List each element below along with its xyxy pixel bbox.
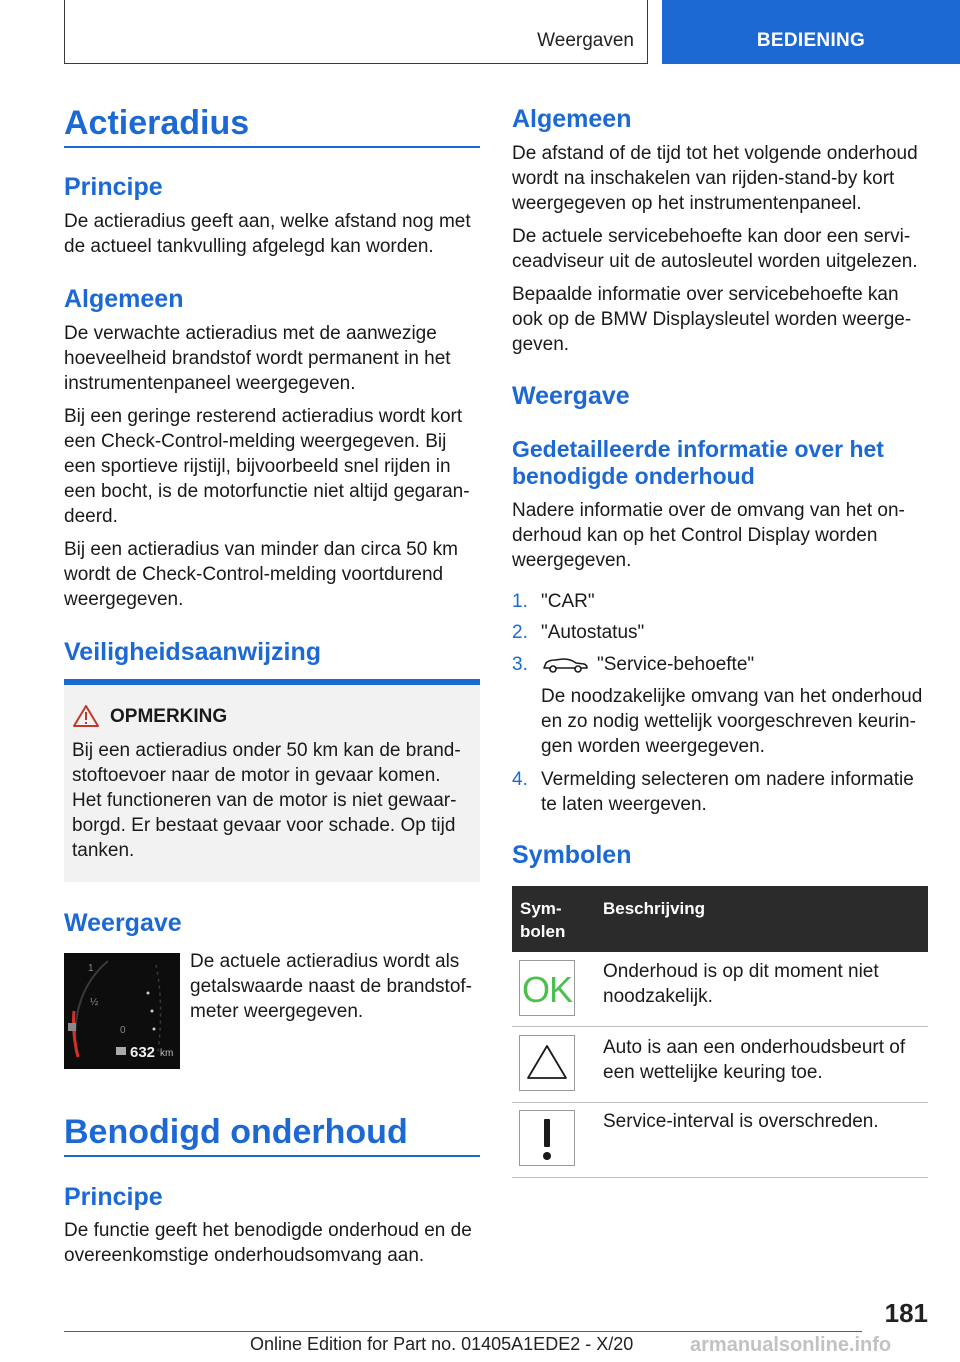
gauge-tick-1: 1 [88,963,94,974]
list-item [512,589,528,614]
footer-watermark: armanualsonline.info [690,1334,892,1356]
heading-principe-2: Principe [64,1183,163,1211]
header-chapter-label: BEDIENING [756,30,866,51]
heading-principe: Principe [64,173,163,201]
heading-algemeen: Algemeen [64,285,184,313]
title2-rule [64,1155,480,1157]
page-number: 181 [884,1298,928,1328]
list-number: 3. [512,654,528,675]
page-title-benodigd-onderhoud: Benodigd onderhoud [64,1113,408,1151]
footer-edition: Online Edition for Part no. 01405A1EDE2 - X/20 [250,1334,634,1354]
table-row-desc: Service-interval is overschreden. [603,1111,879,1132]
table-row-divider [512,1102,928,1103]
list-item [512,767,528,792]
table-row-desc: Auto is aan een onderhoudsbeurt of een wettelijke keuring toe. [603,1037,906,1083]
heading-algemeen-right: Algemeen [512,105,632,133]
table-row-divider [512,1177,928,1178]
heading-veiligheidsaanwijzing: Veiligheidsaanwijzing [64,638,322,666]
header-section-label: Weergaven [537,30,634,51]
list-item-text: Vermelding selecteren om nadere informatie te laten weergeven. [541,769,914,815]
table-col-description: Beschrijving [603,899,706,918]
exclamation-icon [519,1110,575,1166]
car-icon [541,654,589,674]
title-rule [64,146,480,148]
gauge-tick-0: 0 [120,1025,126,1036]
list-number: 2. [512,622,528,643]
range-value: 632 [130,1044,156,1061]
list-number: 1. [512,591,528,612]
warning-text: Bij een actieradius onder 50 km kan de brand-stoftoevoer naar de motor in gevaar komen. Het functioneren van de motor is niet gewaar-borgd. Er bestaat gevaar voor schade. Op tijd tanken. [72,740,461,861]
warning-triangle-icon [72,704,100,728]
list-item [512,652,528,677]
weergave-left-text: De actuele actieradius wordt als getalswaarde naast de brandstof-meter weergegeven. [190,951,473,1022]
ok-icon [519,960,575,1016]
list-item-text: "Service-behoefte" [597,654,755,675]
heading-symbolen: Symbolen [512,841,632,869]
heading-weergave-left: Weergave [64,909,182,937]
warning-title: OPMERKING [110,706,228,727]
detail-text: Nadere informatie over de omvang van het on-derhoud kan op het Control Display worden weergegeven. [512,500,905,571]
page-title-actieradius: Actieradius [64,104,250,142]
algemeen-right-text: De afstand of de tijd tot het volgende onderhoud wordt na inschakelen van rijden-stand-by kort weergegeven op het instrumentenpaneel. De actuele servicebehoefte kan door een servi-ceadviseur uit de autosleutel worden uitgelezen. Bepaalde informatie over servicebehoefte kan ook op de BMW Displaysleutel worden weerge-geven. [512,143,918,355]
table-col-symbols: Sym-bolen [520,899,566,941]
principe-text: De actieradius geeft aan, welke afstand nog met de actueel tankvulling afgelegd kan worden. [64,211,471,257]
heading-weergave-right: Weergave [512,382,630,410]
algemeen-text: De verwachte actieradius met de aanwezige hoeveelheid brandstof wordt permanent in het instrumentenpaneel weergegeven. Bij een geringe resterend actieradius wordt kort een Check-Control-melding weergegeven. Bij een sportieve rijstijl, bijvoorbeeld snel rijden in een bocht, is de motorfunctie niet altijd gegaran-deerd. Bij een actieradius van minder dan circa 50 km wordt de Check-Control-melding voortdurend weergegeven. [64,323,470,610]
warning-triangle-icon [519,1035,575,1091]
heading-detail-info: Gedetailleerde informatie over het benodigde onderhoud [512,436,884,489]
list-number: 4. [512,769,528,790]
fuel-gauge-image [64,953,180,1069]
list-item-subtext: De noodzakelijke omvang van het onderhoud en zo nodig wettelijk voorgeschreven keurin-gen worden weergegeven. [541,686,923,757]
principe2-text: De functie geeft het benodigde onderhoud en de overeenkomstige onderhoudsomvang aan. [64,1220,472,1266]
ok-symbol-text: OK [522,969,573,1010]
gauge-tick-half: ½ [90,997,99,1008]
table-row-desc: Onderhoud is op dit moment niet noodzakelijk. [603,961,879,1007]
table-row-divider [512,1026,928,1027]
footer-rule [64,1331,862,1332]
range-unit: km [160,1048,174,1059]
list-item-text: "Autostatus" [541,622,645,643]
list-item-text: "CAR" [541,591,595,612]
list-item [512,620,528,645]
